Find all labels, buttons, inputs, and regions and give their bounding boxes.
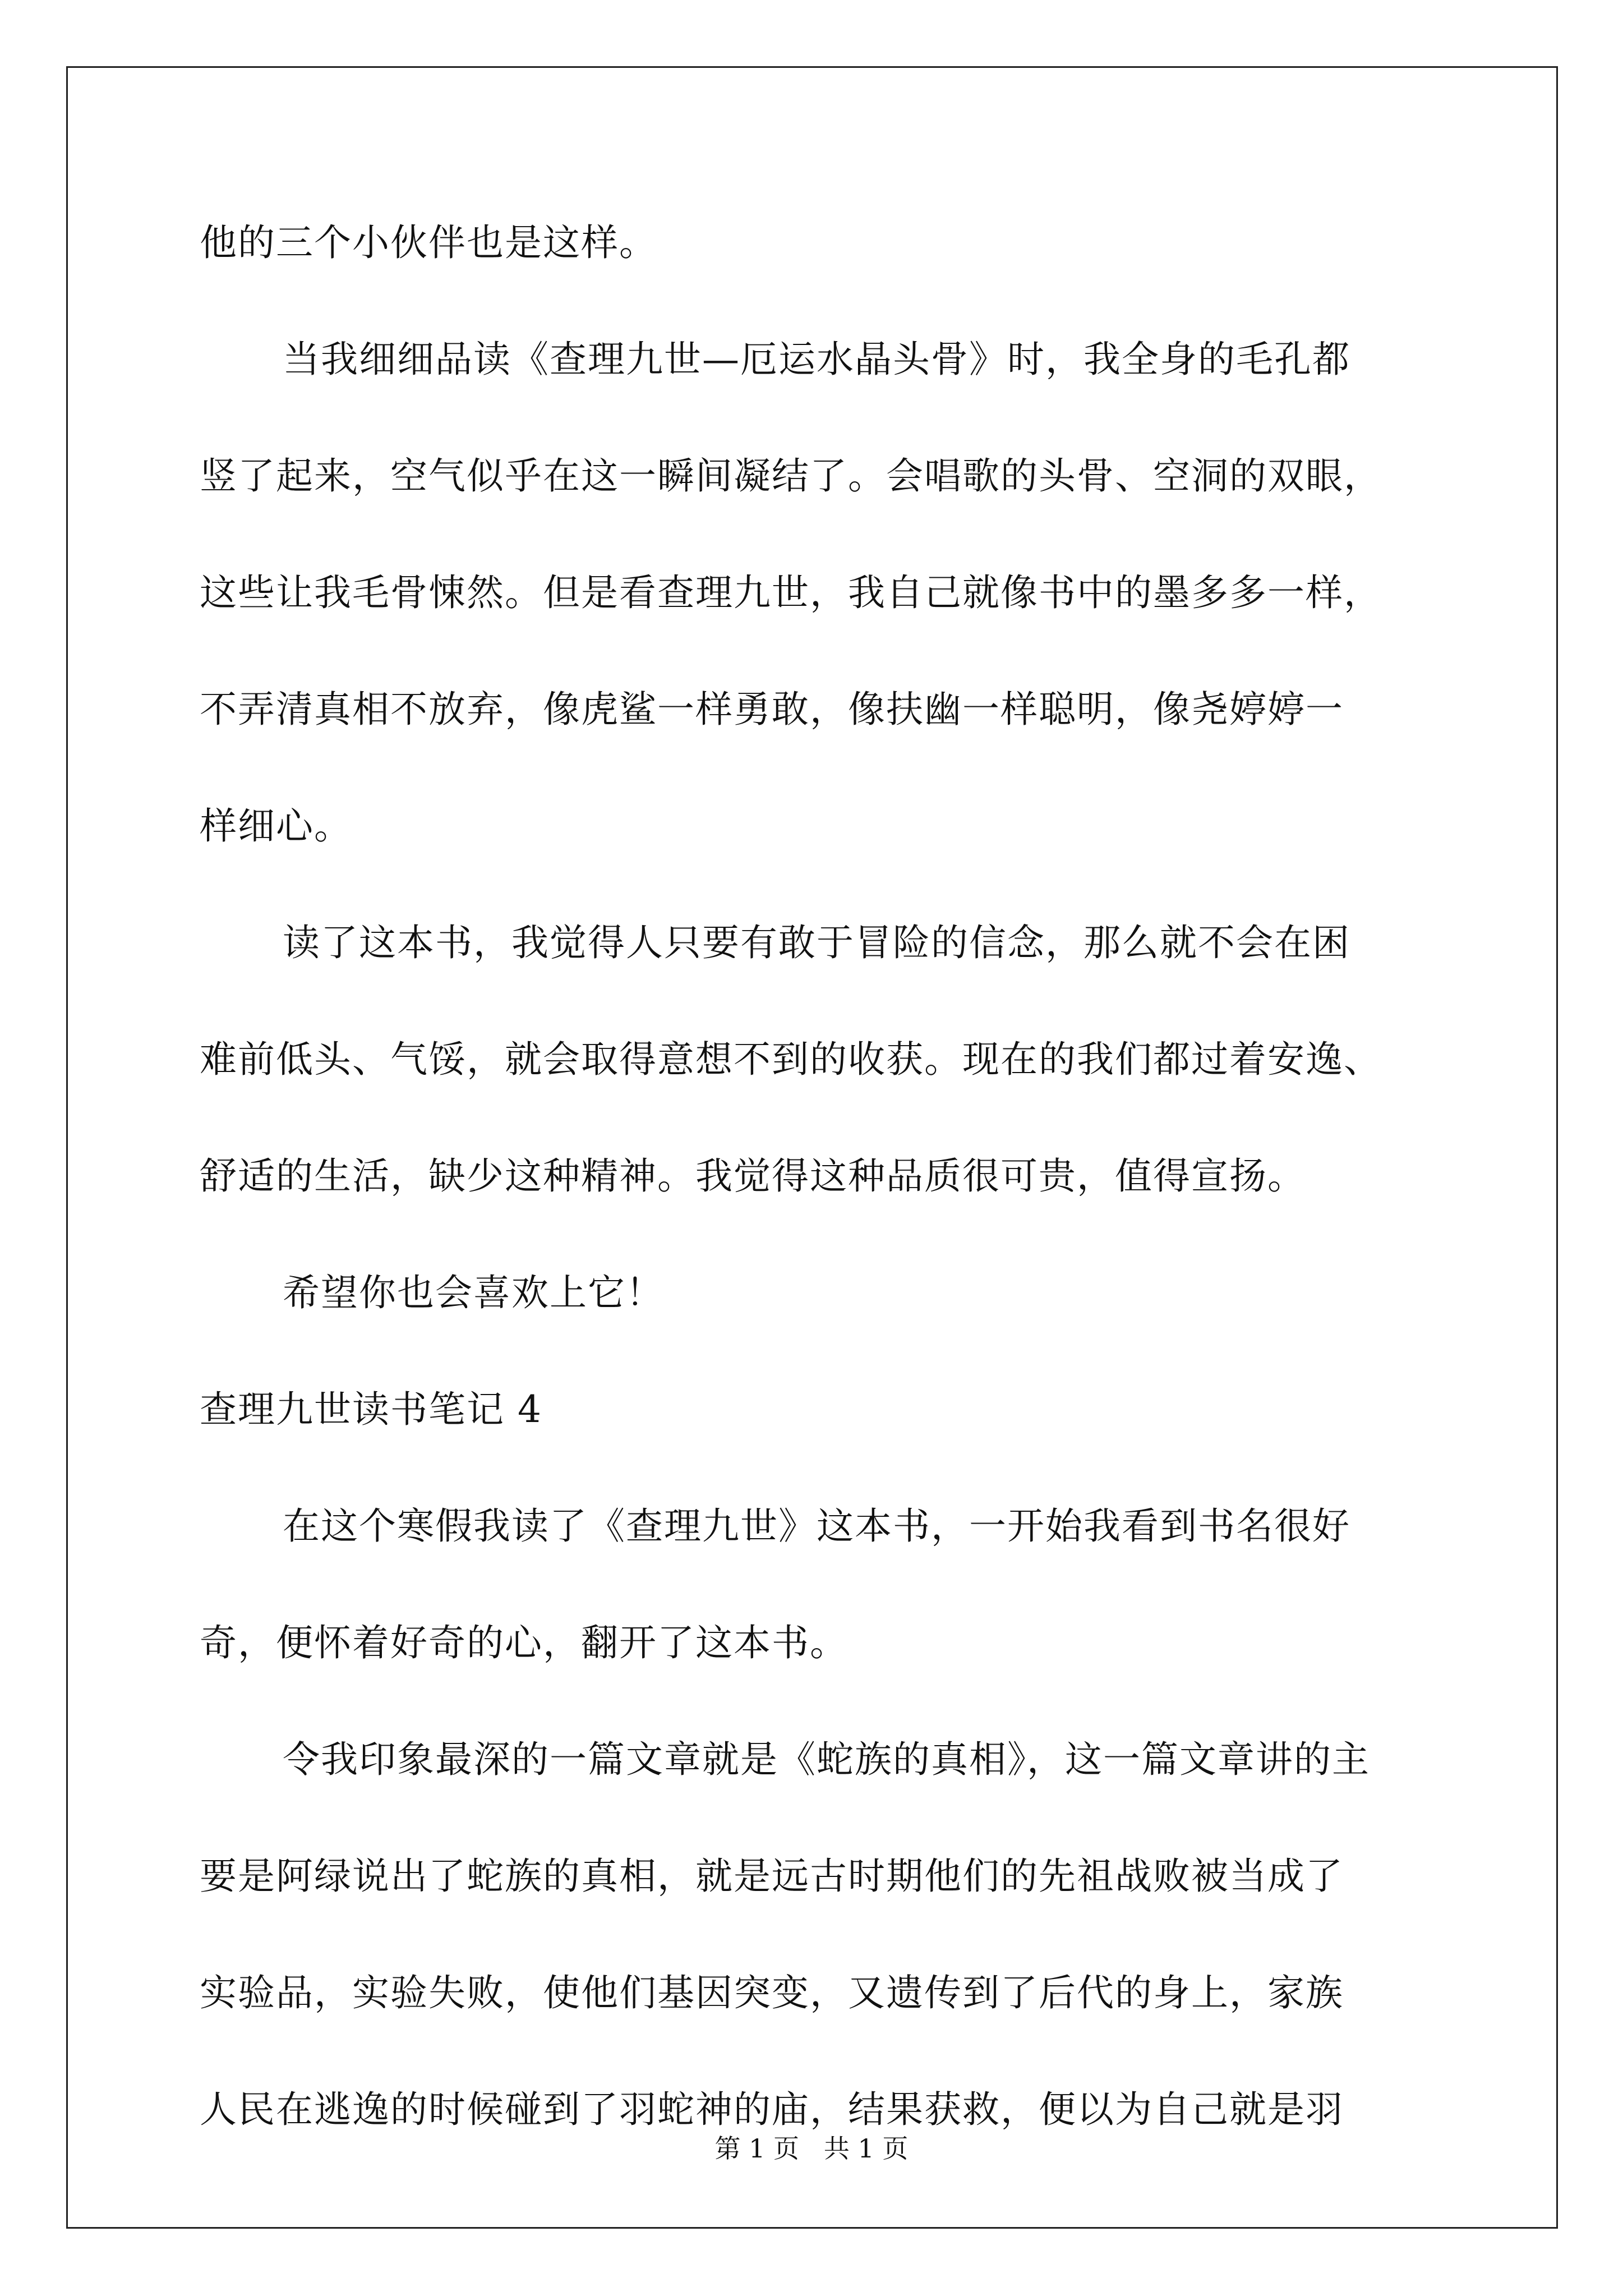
text-line: 实验品，实验失败，使他们基因突变，又遗传到了后代的身上，家族 (200, 1971, 1344, 2014)
text-line: 要是阿绿说出了蛇族的真相，就是远古时期他们的先祖战败被当成了 (200, 1855, 1344, 1898)
text-line: 不弄清真相不放弃，像虎鲨一样勇敢，像扶幽一样聪明，像尧婷婷一 (200, 688, 1344, 731)
text-line: 舒适的生活，缺少这种精神。我觉得这种品质很可贵，值得宣扬。 (200, 1154, 1306, 1198)
text-line: 他的三个小伙伴也是这样。 (200, 221, 657, 264)
paragraph-start-line: 希望你也会喜欢上它！ (283, 1271, 664, 1314)
text-line: 人民在逃逸的时候碰到了羽蛇神的庙，结果获救，便以为自己就是羽 (200, 2088, 1344, 2131)
section-heading: 查理九世读书笔记 4 (200, 1388, 542, 1431)
paragraph-start-line: 当我细细品读《查理九世—厄运水晶头骨》时，我全身的毛孔都 (283, 338, 1350, 381)
text-line: 这些让我毛骨悚然。但是看查理九世，我自己就像书中的墨多多一样， (200, 571, 1382, 614)
text-line: 奇，便怀着好奇的心，翻开了这本书。 (200, 1621, 848, 1664)
text-line: 难前低头、气馁，就会取得意想不到的收获。现在的我们都过着安逸、 (200, 1038, 1382, 1081)
paragraph-start-line: 令我印象最深的一篇文章就是《蛇族的真相》，这一篇文章讲的主 (283, 1738, 1370, 1781)
text-line: 样细心。 (200, 804, 352, 848)
page-footer: 第 1 页 共 1 页 (714, 2133, 909, 2164)
text-line: 竖了起来，空气似乎在这一瞬间凝结了。会唱歌的头骨、空洞的双眼， (200, 454, 1382, 498)
page-border (66, 66, 1558, 2229)
paragraph-start-line: 在这个寒假我读了《查理九世》这本书，一开始我看到书名很好 (283, 1504, 1350, 1548)
paragraph-start-line: 读了这本书，我觉得人只要有敢于冒险的信念，那么就不会在困 (283, 921, 1350, 964)
